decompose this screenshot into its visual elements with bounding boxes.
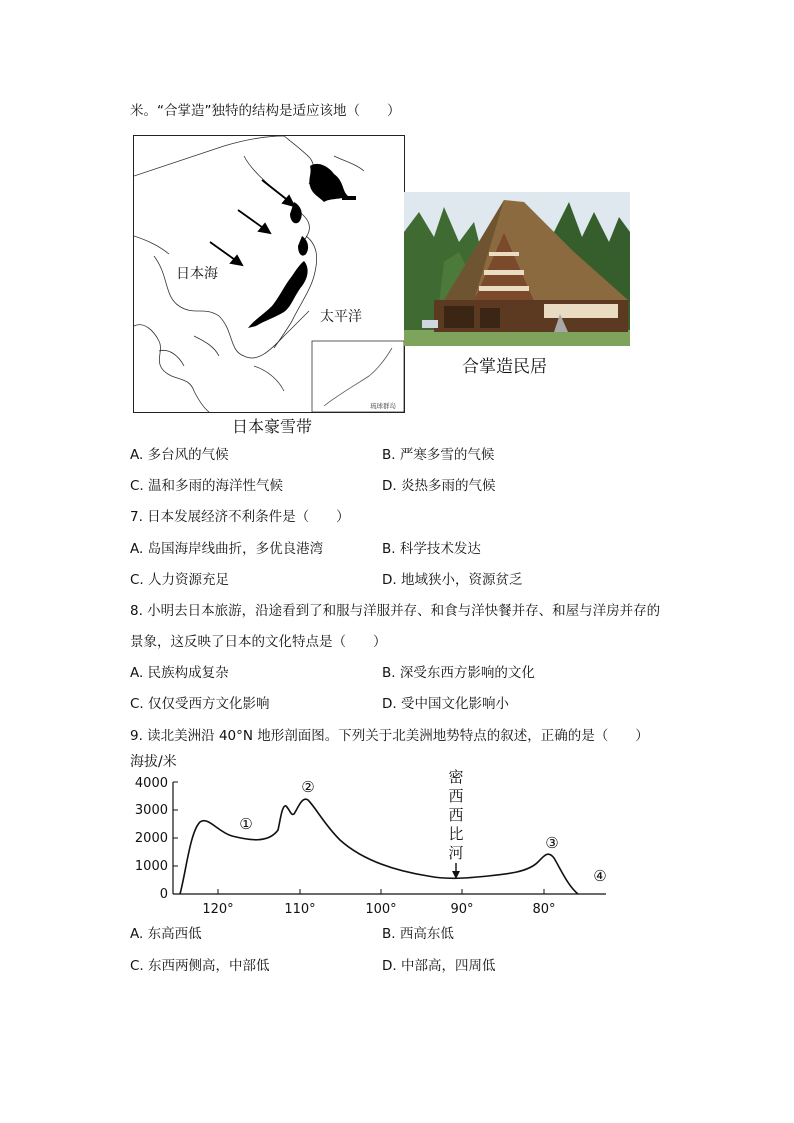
q7-option-d[interactable]: D. 地域狭小，资源贫乏 [382, 572, 523, 588]
xtick-120: 120° [202, 902, 234, 917]
question-8-stem-line1: 8. 小明去日本旅游，沿途看到了和服与洋服并存、和食与洋快餐并存、和屋与洋房并存的 [130, 603, 661, 619]
profile-ylabel: 海拔/米 [130, 754, 177, 770]
svg-text:密: 密 [448, 768, 464, 786]
sea-of-japan-label: 日本海 [176, 266, 218, 282]
q9-option-b[interactable]: B. 西高东低 [382, 926, 454, 942]
xtick-90: 90° [450, 902, 474, 917]
q9-option-a[interactable]: A. 东高西低 [130, 926, 202, 942]
q8-option-a[interactable]: A. 民族构成复杂 [130, 665, 229, 681]
gassho-house-photo [404, 192, 630, 346]
terrain-profile-figure [128, 752, 618, 917]
ytick-2000: 2000 [134, 831, 168, 846]
q8-option-c[interactable]: C. 仅仅受西方文化影响 [130, 696, 270, 712]
map-caption: 日本豪雪带 [232, 417, 313, 436]
question-7-stem: 7. 日本发展经济不利条件是（ ） [130, 509, 350, 525]
question-6-stem: 米。“合掌造”独特的结构是适应该地（ ） [130, 103, 401, 119]
svg-text:西: 西 [448, 787, 464, 805]
svg-text:比: 比 [448, 825, 464, 843]
winter-wind-arrows [210, 180, 294, 265]
svg-text:西: 西 [448, 806, 464, 824]
xtick-100: 100° [365, 902, 397, 917]
japan-map-figure [134, 136, 404, 412]
ytick-1000: 1000 [134, 859, 168, 874]
marker-1: ① [239, 815, 253, 833]
q6-option-a[interactable]: A. 多台风的气候 [130, 447, 229, 463]
ytick-4000: 4000 [134, 776, 168, 791]
marker-4: ④ [593, 867, 607, 885]
q7-option-b[interactable]: B. 科学技术发达 [382, 541, 481, 557]
marker-2: ② [301, 778, 315, 796]
question-8-stem-line2: 景象，这反映了日本的文化特点是（ ） [130, 634, 387, 650]
svg-text:河: 河 [448, 844, 464, 862]
q7-option-a[interactable]: A. 岛国海岸线曲折，多优良港湾 [130, 541, 324, 557]
honshu-snow-belt [248, 261, 308, 328]
q7-option-c[interactable]: C. 人力资源充足 [130, 572, 230, 588]
terrain-profile-40n [128, 752, 618, 917]
marker-3: ③ [545, 834, 559, 852]
q9-option-d[interactable]: D. 中部高，四周低 [382, 958, 496, 974]
ytick-0: 0 [159, 887, 168, 902]
photo-caption: 合掌造民居 [462, 357, 547, 377]
hokkaido-tip [342, 196, 356, 200]
terrain-profile-line [180, 799, 578, 894]
mississippi-river-label [448, 768, 463, 862]
q9-option-c[interactable]: C. 东西两侧高，中部低 [130, 958, 270, 974]
q6-option-d[interactable]: D. 炎热多雨的气候 [382, 478, 496, 494]
ytick-3000: 3000 [134, 803, 168, 818]
inset-label: 琉球群岛 [370, 402, 396, 410]
xtick-110: 110° [284, 902, 316, 917]
q8-option-d[interactable]: D. 受中国文化影响小 [382, 696, 509, 712]
pacific-ocean-label: 太平洋 [320, 309, 362, 325]
japan-snow-belt-map [133, 135, 405, 413]
q6-option-c[interactable]: C. 温和多雨的海洋性气候 [130, 478, 284, 494]
q8-option-b[interactable]: B. 深受东西方影响的文化 [382, 665, 535, 681]
q6-option-b[interactable]: B. 严寒多雪的气候 [382, 447, 495, 463]
gassho-house-illustration [404, 192, 630, 346]
question-9-stem: 9. 读北美洲沿 40°N 地形剖面图。下列关于北美洲地势特点的叙述，正确的是（ ） [130, 728, 649, 744]
xtick-80: 80° [532, 902, 556, 917]
tohoku-snow-area [298, 236, 308, 256]
